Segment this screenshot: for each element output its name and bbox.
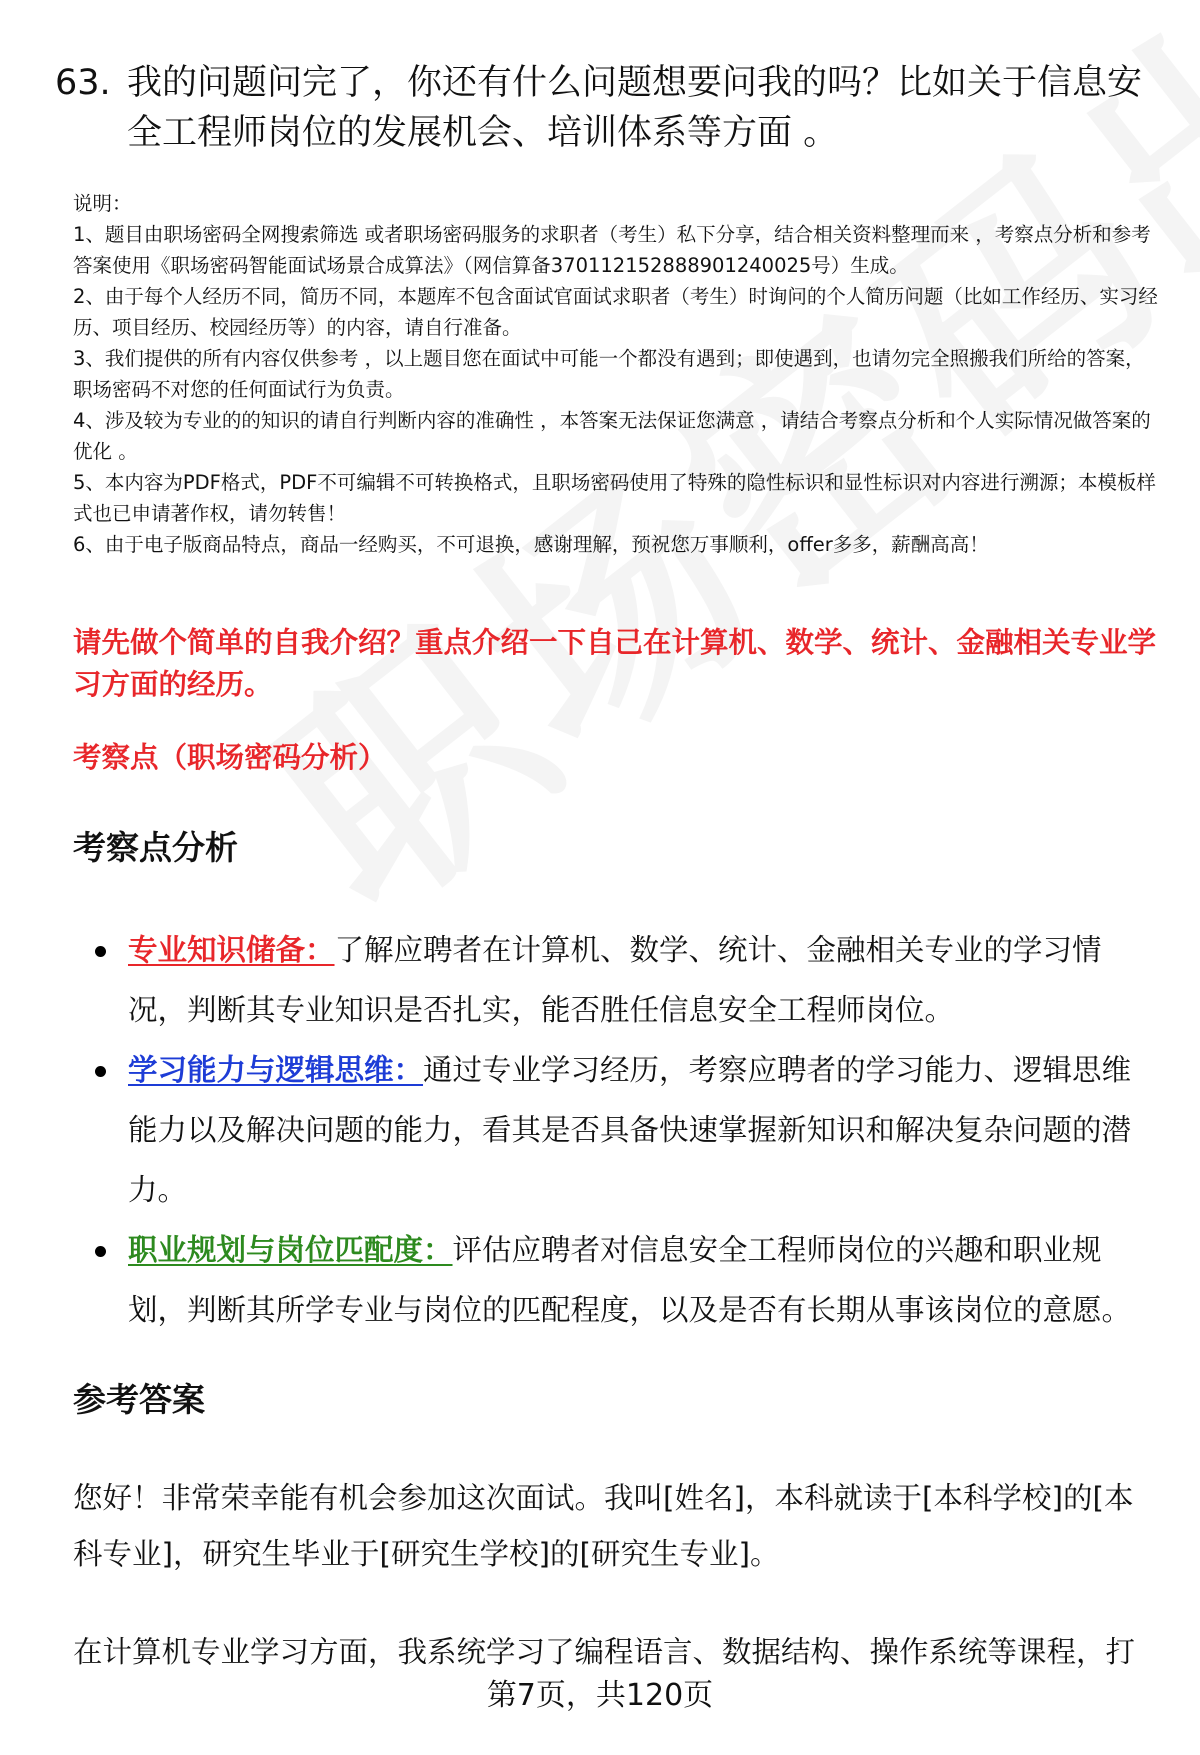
interview-question: 请先做个简单的自我介绍？重点介绍一下自己在计算机、数学、统计、金融相关专业学习方面的经历。 (73, 626, 1157, 701)
notes-section (73, 188, 1163, 560)
analysis-heading: 考察点分析 (73, 828, 238, 867)
bullet-icon (95, 1246, 106, 1257)
answer-paragraph: 您好！非常荣幸能有机会参加这次面试。我叫[姓名]，本科就读于[本科学校]的[本科专业]，研究生毕业于[研究生学校]的[研究生专业]。 (73, 1481, 1134, 1571)
answer-paragraph: 在计算机专业学习方面，我系统学习了编程语言、数据结构、操作系统等课程，打 (73, 1635, 1136, 1669)
answer-heading: 参考答案 (73, 1380, 205, 1419)
question-text: 我的问题问完了，你还有什么问题想要问我的吗？比如关于信息安全工程师岗位的发展机会、培训体系等方面 。 (127, 63, 1143, 153)
analysis-item (95, 1040, 1155, 1220)
analysis-item (95, 1220, 1155, 1340)
notes-heading: 说明： (73, 192, 132, 215)
note-item: 2、由于每个人经历不同，简历不同，本题库不包含面试官面试求职者（考生）时询问的个人简历问题（比如工作经历、实习经历、项目经历、校园经历等）的内容，请自行准备。 (73, 285, 1158, 339)
analysis-list (95, 920, 1155, 1340)
note-item: 1、题目由职场密码全网搜索筛选 或者职场密码服务的求职者（考生）私下分享，结合相关资料整理而来 ，考察点分析和参考答案使用《职场密码智能面试场景合成算法》（网信算备370112152888901240025号）生成。 (73, 223, 1151, 277)
analysis-text: 评估应聘者对信息安全工程师岗位的兴趣和职业规划，判断其所学专业与岗位的匹配程度，以及是否有长期从事该岗位的意愿。 (128, 1233, 1132, 1327)
analysis-key: 学习能力与逻辑思维： (128, 1053, 424, 1087)
page-footer: 第7页，共120页 (486, 1678, 714, 1713)
analysis-key: 专业知识储备： (128, 933, 335, 967)
note-item: 3、我们提供的所有内容仅供参考 ，以上题目您在面试中可能一个都没有遇到；即使遇到，也请勿完全照搬我们所给的答案，职场密码不对您的任何面试行为负责。 (73, 347, 1145, 401)
analysis-item (95, 920, 1155, 1040)
note-item: 5、本内容为PDF格式，PDF不可编辑不可转换格式，且职场密码使用了特殊的隐性标识和显性标识对内容进行溯源；本模板样式也已申请著作权，请勿转售！ (73, 471, 1156, 525)
bullet-icon (95, 1066, 106, 1077)
analysis-text: 通过专业学习经历，考察应聘者的学习能力、逻辑思维能力以及解决问题的能力，看其是否具备快速掌握新知识和解决复杂问题的潜力。 (128, 1053, 1132, 1207)
note-item: 6、由于电子版商品特点，商品一经购买，不可退换，感谢理解，预祝您万事顺利，offer多多，薪酬高高！ (73, 533, 989, 556)
question-number: 63. (55, 63, 111, 103)
analysis-subheading: 考察点（职场密码分析） (73, 741, 387, 774)
question-title (55, 58, 1165, 158)
bullet-icon (95, 946, 106, 957)
analysis-key: 职业规划与岗位匹配度： (128, 1233, 453, 1267)
note-item: 4、涉及较为专业的的知识的请自行判断内容的准确性 ，本答案无法保证您满意 ，请结合考察点分析和个人实际情况做答案的优化 。 (73, 409, 1151, 463)
analysis-text: 了解应聘者在计算机、数学、统计、金融相关专业的学习情况，判断其专业知识是否扎实，能否胜任信息安全工程师岗位。 (128, 933, 1102, 1027)
